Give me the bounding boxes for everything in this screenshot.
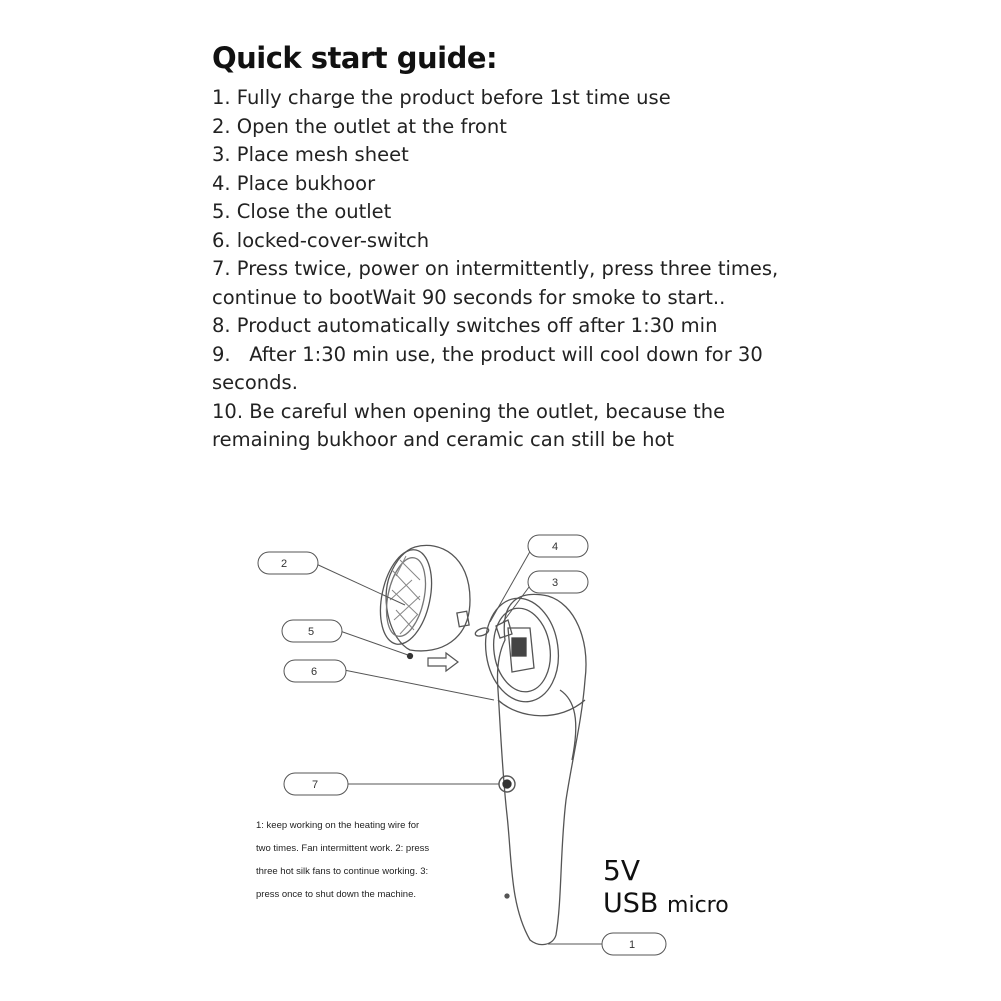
callout-5 [282,620,342,642]
mesh-cap [373,545,470,658]
step-3: 3. Place mesh sheet [212,143,409,166]
step-5: 5. Close the outlet [212,200,392,223]
usb-port-label [603,854,729,922]
step-7: 7. Press twice, power on intermittently, press three times, [212,257,779,280]
svg-text:4: 4 [551,541,559,553]
guide-title: Quick start guide: [212,41,498,75]
callout-7 [284,773,348,795]
direction-arrow [428,653,458,671]
step-2: 2. Open the outlet at the front [212,114,507,138]
callout-2 [258,552,318,574]
port-voltage: 5V [603,854,640,887]
step-7-continued: continue to bootWait 90 seconds for smoke to start.. [212,285,726,309]
step-9-continued: seconds. [212,371,298,394]
port-type [603,888,729,922]
svg-text:2: 2 [280,558,288,570]
step-8: 8. Product automatically switches off after 1:30 min [212,314,718,337]
step-1: 1. Fully charge the product before 1st time use [212,86,671,109]
button-function-note [256,814,496,906]
step-6: 6. locked-cover-switch [212,228,430,252]
callout-6 [284,660,346,682]
step-10: 10. Be careful when opening the outlet, because the [212,399,726,423]
step-9: 9. After 1:30 min use, the product will cool down for 30 [212,342,763,366]
svg-text:1: 1 [628,939,636,951]
callout-3 [528,571,588,593]
svg-text:7: 7 [311,779,319,791]
svg-text:6: 6 [310,666,318,678]
port-type-suffix: micro [667,893,729,918]
note-line-3: three hot silk fans to continue working. 3: [256,866,429,877]
step-10-continued: remaining bukhoor and ceramic can still be hot [212,428,675,451]
step-4: 4. Place bukhoor [212,171,376,195]
callout-1 [602,933,666,955]
note-line-2: two times. Fan intermittent work. 2: press [256,843,430,854]
note-line-1: 1: keep working on the heating wire for [256,820,420,831]
port-type-main: USB [603,888,659,919]
svg-text:3: 3 [551,577,559,589]
note-line-4: press once to shut down the machine. [256,889,417,900]
callout-4 [528,535,588,557]
svg-text:5: 5 [307,626,315,638]
